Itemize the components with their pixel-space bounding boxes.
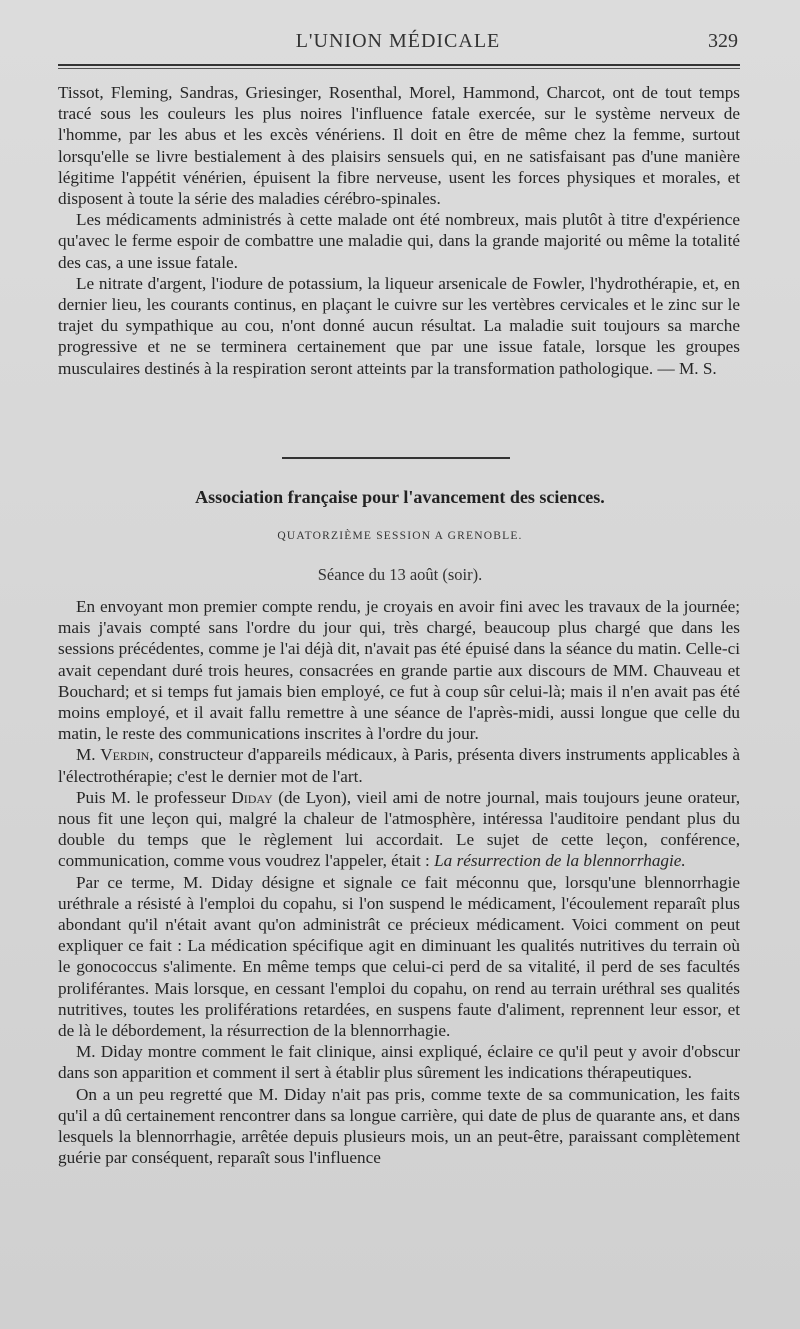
paragraph: M. Diday montre comment le fait clinique, ainsi expliqué, éclaire ce qu'il peut y avoir d'obscur dans son apparition et comment il sert à établir plus sûrement les indications thérapeutiques. (58, 1042, 740, 1083)
article-title: Association française pour l'avancement des sciences. (195, 487, 605, 507)
paragraph: En envoyant mon premier compte rendu, je croyais en avoir fini avec les travaux de la journée; mais j'avais compté sans l'ordre du jour qui, très chargé, beaucoup plus chargé que dans les sessions précédentes, comme je l'ai déjà dit, n'avait pas été épuisé dans la séance du matin. Celle-ci avait cependant duré trois heures, consacrées en grande partie aux discours de MM. Chauveau et Bouchard; et si temps fut jamais bien employé, ce fut à coup sûr celui-là; mais il n'en avait pas été moins employé, et il avait fallu remettre à une séance de l'après-midi, aussi longue que celle du matin, le reste des communications inscrites à l'ordre du jour. (58, 597, 740, 744)
text-run: , constructeur d'appareils médicaux, à Paris, présenta divers instruments applicables à l'électrothérapie; c'est le dernier mot de l'art. (58, 745, 740, 786)
lecture-title: La résurrection de la blennorrhagie. (434, 851, 686, 871)
paragraph: Les médicaments administrés à cette malade ont été nombreux, mais plutôt à titre d'expérience qu'avec le ferme espoir de combattre une maladie qui, dans la grande majorité ou même la totalité des cas, a une issue fatale. (58, 210, 740, 272)
person-name: Verdin (100, 745, 150, 765)
paragraph (58, 744, 740, 786)
running-title: L'UNION MÉDICALE (295, 30, 501, 52)
paragraph (58, 787, 740, 872)
paragraph: On a un peu regretté que M. Diday n'ait pas pris, comme texte de sa communication, les faits qu'il a dû certainement rencontrer dans sa longue carrière, qui date de plus de quarante ans, et dans lesquels la blennorrhagie, arrêtée depuis plusieurs mois, un an peut-être, paraissant complètement guérie par conséquent, reparaît sous l'influence (58, 1084, 740, 1168)
section-separator (282, 457, 510, 459)
paragraph: Le nitrate d'argent, l'iodure de potassium, la liqueur arsenicale de Fowler, l'hydrothérapie, et, en dernier lieu, les courants continus, en plaçant le cuivre sur les vertèbres cervicales et le zinc sur le trajet du sympathique au cou, n'ont donné aucun résultat. La maladie suit toujours sa marche progressive et ne se terminera certainement que par une issue fatale, lorsque les groupes musculaires destinés à la respiration seront atteints par la transformation pathologique. — M. S. (58, 273, 740, 378)
page-header (58, 30, 738, 58)
article-body (58, 596, 740, 1168)
text-run: Puis M. le professeur (76, 787, 226, 807)
previous-article-text (58, 82, 740, 379)
paragraph: Par ce terme, M. Diday désigne et signale ce fait méconnu que, lorsqu'une blennorrhagie uréthrale a résisté à l'emploi du copahu, si l'on suspend le médicament, l'écoulement reparaît plus abondant qu'il n'était avant qu'on administrât ce précieux médicament. Voici comment on peut expliquer ce fait : La médication spécifique agit en diminuant les qualités nutritives du terrain où le gonococcus s'alimente. En même temps que celui-ci perd de sa vitalité, il perd de ses facultés proliférantes. Mais lorsque, en cessant l'emploi du copahu, on rend au terrain uréthral ses qualités nutritives, toutes les proliférations retardées, en suspens faute d'aliment, reprennent leur essor, et de là le débordement, la résurrection de la blennorrhagie. (58, 872, 740, 1041)
header-rule (58, 64, 740, 66)
text-run: M. (76, 745, 96, 765)
seance-subtitle: Séance du 13 août (soir). (317, 565, 483, 584)
text-run: (de Lyon), vieil ami de notre journal, mais toujours jeune orateur, nous fit une leçon qui, malgré la chaleur de l'atmosphère, intéressa l'auditoire pendant plus du double du temps que le règlement lui accordait. Le sujet de cette leçon, conférence, communication, comme vous voudrez l'appeler, était : (58, 787, 741, 871)
page-number: 329 (708, 30, 738, 52)
paragraph: Tissot, Fleming, Sandras, Griesinger, Rosenthal, Morel, Hammond, Charcot, ont de tout temps tracé sous les couleurs les plus noires l'influence fatale exercée, sur le système nerveux de l'homme, par les abus et les excès vénériens. Il doit en être de même chez la femme, surtout lorsqu'elle se livre bestialement à des plaisirs sensuels qui, en ne satisfaisant pas d'une manière légitime l'appétit vénérien, épuisent la fibre nerveuse, usent les forces physiques et morales, et disposent à toute la série des maladies cérébro-spinales. (58, 83, 740, 209)
header-rule-thin (58, 68, 740, 69)
person-name: Diday (231, 787, 273, 807)
session-subtitle: QUATORZIÈME SESSION A GRENOBLE. (277, 530, 523, 542)
